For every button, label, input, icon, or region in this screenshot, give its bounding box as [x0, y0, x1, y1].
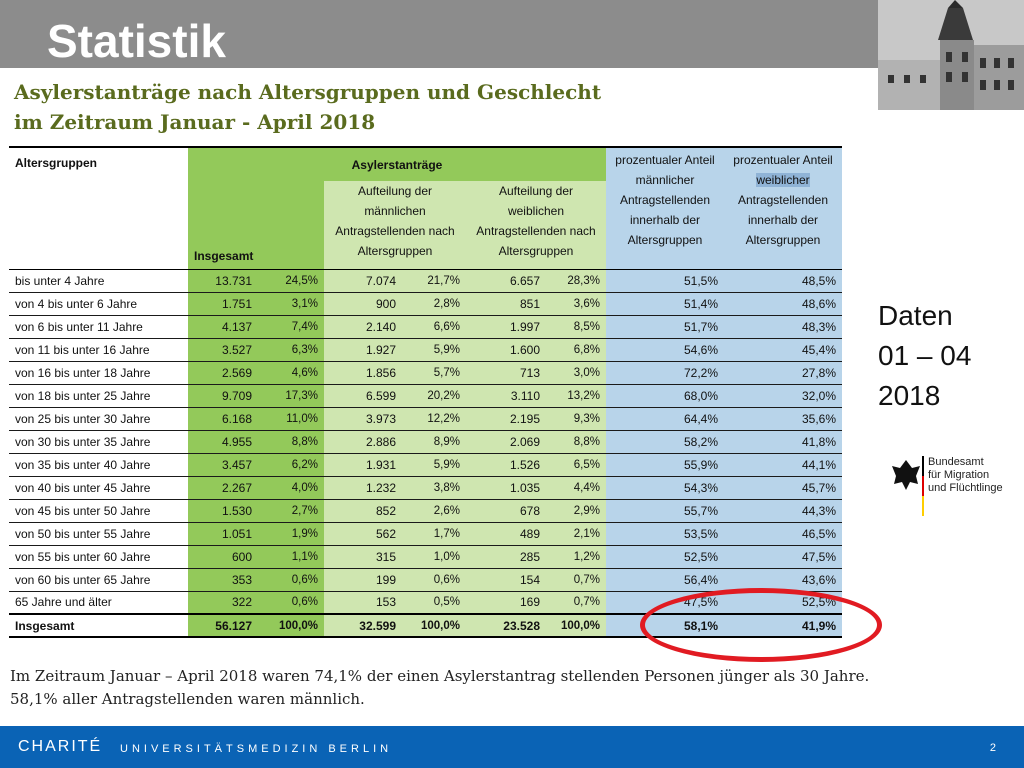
- highlight-ellipse: [640, 588, 882, 662]
- cell-f-share: 46,5%: [724, 522, 842, 545]
- table-row: [9, 499, 842, 522]
- cell-total-pct: 6,3%: [258, 338, 324, 361]
- cell-total-pct: 0,6%: [258, 591, 324, 614]
- table-row: [9, 292, 842, 315]
- cell-m-share: 53,5%: [606, 522, 724, 545]
- cell-f: 169: [466, 591, 546, 614]
- cell-m-pct: 6,6%: [402, 315, 466, 338]
- cell-total: 353: [188, 568, 258, 591]
- cell-f: 489: [466, 522, 546, 545]
- cell-m: 6.599: [324, 384, 402, 407]
- cell-f-pct: 9,3%: [546, 407, 606, 430]
- cell-m: 3.973: [324, 407, 402, 430]
- cell-m: 153: [324, 591, 402, 614]
- cell-age: von 16 bis unter 18 Jahre: [9, 361, 188, 384]
- cell-m-share: 64,4%: [606, 407, 724, 430]
- cell-f-share: 44,1%: [724, 453, 842, 476]
- date-note: [878, 296, 971, 416]
- cell-f-share: 43,6%: [724, 568, 842, 591]
- cell-f: 713: [466, 361, 546, 384]
- cell-m: 1.927: [324, 338, 402, 361]
- cell-age: von 6 bis unter 11 Jahre: [9, 315, 188, 338]
- subtitle-line-2: im Zeitraum Januar - April 2018: [14, 110, 376, 134]
- header-applications: Asylerstanträge: [188, 147, 606, 181]
- cell-f: 1.600: [466, 338, 546, 361]
- cell-age: von 30 bis unter 35 Jahre: [9, 430, 188, 453]
- cell-total: 1.051: [188, 522, 258, 545]
- cell-f-share: 41,8%: [724, 430, 842, 453]
- cell-f-share: 48,5%: [724, 269, 842, 292]
- cell-m-share: 52,5%: [606, 545, 724, 568]
- chart-subtitle: [14, 77, 601, 137]
- cell-m-pct: 8,9%: [402, 430, 466, 453]
- cell-m-share: 56,4%: [606, 568, 724, 591]
- cell-m-pct: 12,2%: [402, 407, 466, 430]
- cell-f-pct: 1,2%: [546, 545, 606, 568]
- cell-f-pct: 0,7%: [546, 591, 606, 614]
- cell-total-pct: 4,6%: [258, 361, 324, 384]
- cell-total-pct: 4,0%: [258, 476, 324, 499]
- cell-f-share: 52,5%: [724, 591, 842, 614]
- sum-male-pct: 100,0%: [402, 614, 466, 637]
- cell-m: 852: [324, 499, 402, 522]
- cell-f-pct: 2,1%: [546, 522, 606, 545]
- subtitle-line-1: Asylerstanträge nach Altersgruppen und Geschlecht: [14, 80, 602, 104]
- header-male-share: prozentualer Anteil männlicher Antragstellenden innerhalb der Altersgruppen: [606, 147, 724, 269]
- cell-m-share: 51,4%: [606, 292, 724, 315]
- table-row: [9, 315, 842, 338]
- cell-m: 562: [324, 522, 402, 545]
- cell-total-pct: 1,9%: [258, 522, 324, 545]
- cell-f-share: 48,6%: [724, 292, 842, 315]
- cell-total-pct: 7,4%: [258, 315, 324, 338]
- bamf-line-3: und Flüchtlinge: [928, 482, 1003, 494]
- cell-total: 1.530: [188, 499, 258, 522]
- cell-f-share: 47,5%: [724, 545, 842, 568]
- cell-f-pct: 8,5%: [546, 315, 606, 338]
- cell-total-pct: 17,3%: [258, 384, 324, 407]
- cell-m-share: 72,2%: [606, 361, 724, 384]
- bamf-text: [928, 456, 1003, 495]
- bamf-logo: [888, 456, 1018, 518]
- date-note-line-2: 01 – 04: [878, 340, 972, 371]
- cell-f-share: 45,7%: [724, 476, 842, 499]
- cell-age: von 45 bis unter 50 Jahre: [9, 499, 188, 522]
- cell-f-share: 27,8%: [724, 361, 842, 384]
- cell-total: 1.751: [188, 292, 258, 315]
- cell-age: von 55 bis unter 60 Jahre: [9, 545, 188, 568]
- cell-m-share: 47,5%: [606, 591, 724, 614]
- cell-total-pct: 0,6%: [258, 568, 324, 591]
- cell-total-pct: 1,1%: [258, 545, 324, 568]
- table-row: [9, 430, 842, 453]
- cell-f-pct: 6,5%: [546, 453, 606, 476]
- cell-m-share: 51,5%: [606, 269, 724, 292]
- cell-m: 7.074: [324, 269, 402, 292]
- cell-age: von 50 bis unter 55 Jahre: [9, 522, 188, 545]
- building-illustration: [878, 0, 1024, 110]
- table-row: [9, 407, 842, 430]
- cell-f-pct: 3,0%: [546, 361, 606, 384]
- cell-f: 1.035: [466, 476, 546, 499]
- cell-age: von 25 bis unter 30 Jahre: [9, 407, 188, 430]
- cell-f-pct: 8,8%: [546, 430, 606, 453]
- cell-total: 9.709: [188, 384, 258, 407]
- cell-f-pct: 4,4%: [546, 476, 606, 499]
- cell-m-share: 68,0%: [606, 384, 724, 407]
- cell-m-pct: 5,9%: [402, 338, 466, 361]
- cell-f: 1.526: [466, 453, 546, 476]
- cell-m-pct: 1,7%: [402, 522, 466, 545]
- header-age-group: Altersgruppen: [9, 147, 188, 269]
- cell-total-pct: 24,5%: [258, 269, 324, 292]
- cell-m-share: 55,7%: [606, 499, 724, 522]
- cell-m-share: 54,6%: [606, 338, 724, 361]
- table-row: [9, 361, 842, 384]
- cell-m: 2.886: [324, 430, 402, 453]
- cell-f-share: 45,4%: [724, 338, 842, 361]
- cell-total: 3.457: [188, 453, 258, 476]
- cell-age: von 60 bis unter 65 Jahre: [9, 568, 188, 591]
- cell-total: 600: [188, 545, 258, 568]
- cell-m-pct: 21,7%: [402, 269, 466, 292]
- cell-total: 322: [188, 591, 258, 614]
- sum-female: 23.528: [466, 614, 546, 637]
- date-note-line-3: 2018: [878, 380, 941, 411]
- table-header-row-1: [9, 147, 842, 181]
- cell-m-pct: 2,8%: [402, 292, 466, 315]
- cell-age: von 35 bis unter 40 Jahre: [9, 453, 188, 476]
- cell-total: 2.569: [188, 361, 258, 384]
- cell-age: von 4 bis unter 6 Jahre: [9, 292, 188, 315]
- cell-m: 1.232: [324, 476, 402, 499]
- sum-total-pct: 100,0%: [258, 614, 324, 637]
- cell-age: von 40 bis unter 45 Jahre: [9, 476, 188, 499]
- cell-total-pct: 6,2%: [258, 453, 324, 476]
- table-body: [9, 269, 842, 614]
- cell-f-share: 44,3%: [724, 499, 842, 522]
- cell-f: 2.069: [466, 430, 546, 453]
- cell-f-share: 35,6%: [724, 407, 842, 430]
- cell-f-pct: 13,2%: [546, 384, 606, 407]
- eagle-icon: [888, 456, 924, 518]
- header-female-share: [724, 147, 842, 269]
- table-row: [9, 453, 842, 476]
- page-number: 2: [989, 742, 996, 754]
- footer-bar: [0, 726, 1024, 768]
- cell-m-pct: 1,0%: [402, 545, 466, 568]
- bamf-line-1: Bundesamt: [928, 456, 984, 468]
- cell-m: 2.140: [324, 315, 402, 338]
- cell-m-pct: 5,7%: [402, 361, 466, 384]
- cell-f: 285: [466, 545, 546, 568]
- cell-total: 4.955: [188, 430, 258, 453]
- table-row: [9, 522, 842, 545]
- cell-f-pct: 0,7%: [546, 568, 606, 591]
- sum-female-share: 41,9%: [724, 614, 842, 637]
- cell-age: bis unter 4 Jahre: [9, 269, 188, 292]
- footnote: Im Zeitraum Januar – April 2018 waren 74,1% der einen Asylerstantrag stellenden Personen jünger als 30 Jahre. 58,1% aller Antragstellenden waren männlich.: [10, 667, 870, 708]
- table-row: [9, 338, 842, 361]
- header-female-share-b: Antragstellenden innerhalb der Altersgruppen: [737, 193, 829, 247]
- cell-f: 6.657: [466, 269, 546, 292]
- cell-f-pct: 28,3%: [546, 269, 606, 292]
- cell-f: 2.195: [466, 407, 546, 430]
- cell-m: 1.856: [324, 361, 402, 384]
- header-female-share-a: prozentualer Anteil: [733, 153, 833, 167]
- cell-f: 3.110: [466, 384, 546, 407]
- cell-total-pct: 11,0%: [258, 407, 324, 430]
- cell-total: 3.527: [188, 338, 258, 361]
- cell-m: 199: [324, 568, 402, 591]
- cell-age: 65 Jahre und älter: [9, 591, 188, 614]
- cell-f: 678: [466, 499, 546, 522]
- cell-m: 900: [324, 292, 402, 315]
- header-male-split: Aufteilung der männlichen Antragstellenden nach Altersgruppen: [324, 181, 466, 269]
- cell-total-pct: 3,1%: [258, 292, 324, 315]
- cell-total-pct: 2,7%: [258, 499, 324, 522]
- sum-age: Insgesamt: [9, 614, 188, 637]
- sum-female-pct: 100,0%: [546, 614, 606, 637]
- header-total: Insgesamt: [188, 181, 324, 269]
- cell-total: 6.168: [188, 407, 258, 430]
- table-row: [9, 545, 842, 568]
- header-female-share-highlight: weiblicher: [756, 173, 810, 187]
- slide-title: Statistik: [47, 15, 226, 67]
- header-female-split: Aufteilung der weiblichen Antragstellenden nach Altersgruppen: [466, 181, 606, 269]
- cell-m: 315: [324, 545, 402, 568]
- sum-male: 32.599: [324, 614, 402, 637]
- cell-f-pct: 6,8%: [546, 338, 606, 361]
- cell-total: 13.731: [188, 269, 258, 292]
- cell-m-share: 51,7%: [606, 315, 724, 338]
- cell-f-share: 48,3%: [724, 315, 842, 338]
- cell-f-pct: 2,9%: [546, 499, 606, 522]
- cell-m: 1.931: [324, 453, 402, 476]
- cell-total-pct: 8,8%: [258, 430, 324, 453]
- cell-f-share: 32,0%: [724, 384, 842, 407]
- table-row: [9, 476, 842, 499]
- sum-male-share: 58,1%: [606, 614, 724, 637]
- footer-subtitle: UNIVERSITÄTSMEDIZIN BERLIN: [120, 743, 393, 755]
- cell-m-share: 54,3%: [606, 476, 724, 499]
- charite-logo: CHARITÉ: [18, 738, 103, 755]
- table-row: [9, 384, 842, 407]
- cell-m-share: 55,9%: [606, 453, 724, 476]
- cell-m-share: 58,2%: [606, 430, 724, 453]
- cell-age: von 11 bis unter 16 Jahre: [9, 338, 188, 361]
- cell-m-pct: 0,6%: [402, 568, 466, 591]
- cell-m-pct: 0,5%: [402, 591, 466, 614]
- cell-age: von 18 bis unter 25 Jahre: [9, 384, 188, 407]
- cell-f-pct: 3,6%: [546, 292, 606, 315]
- cell-m-pct: 2,6%: [402, 499, 466, 522]
- date-note-line-1: Daten: [878, 300, 953, 331]
- table-row: [9, 568, 842, 591]
- cell-m-pct: 3,8%: [402, 476, 466, 499]
- table-row: [9, 269, 842, 292]
- bamf-line-2: für Migration: [928, 469, 990, 481]
- cell-m-pct: 20,2%: [402, 384, 466, 407]
- cell-m-pct: 5,9%: [402, 453, 466, 476]
- cell-total: 4.137: [188, 315, 258, 338]
- sum-total: 56.127: [188, 614, 258, 637]
- cell-total: 2.267: [188, 476, 258, 499]
- cell-f: 851: [466, 292, 546, 315]
- cell-f: 154: [466, 568, 546, 591]
- cell-f: 1.997: [466, 315, 546, 338]
- asylum-statistics-table: [9, 146, 842, 638]
- building-photo: [878, 0, 1024, 110]
